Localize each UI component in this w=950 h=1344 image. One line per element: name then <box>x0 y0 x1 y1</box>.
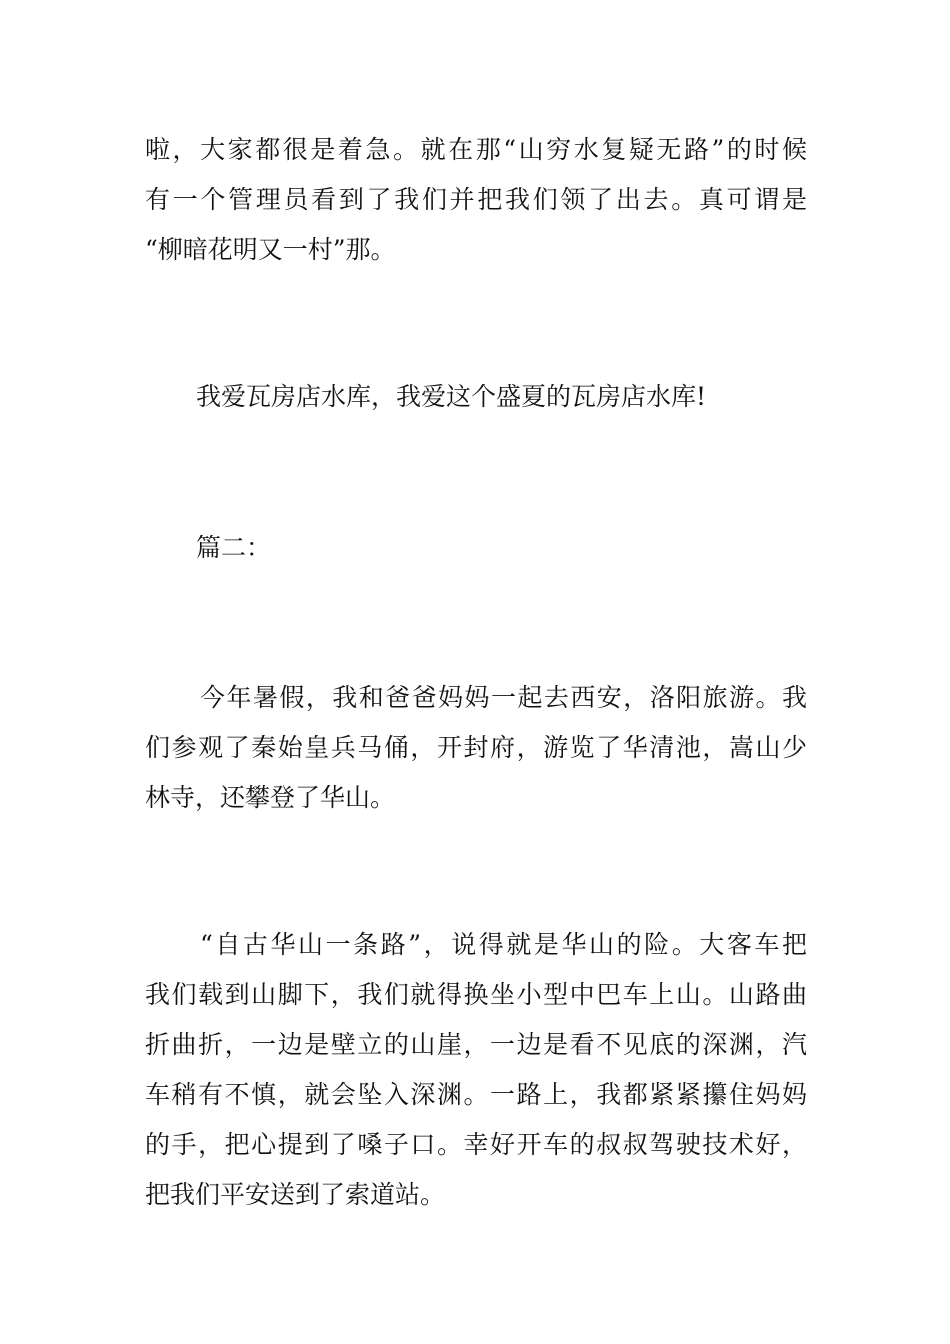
paragraph-4-line-4: 车稍有不慎，就会坠入深渊。一路上，我都紧紧攥住妈妈 <box>145 1080 807 1109</box>
paragraph-2-line-1: 我爱瓦房店水库，我爱这个盛夏的瓦房店水库! <box>196 382 707 411</box>
paragraph-3-line-2: 们参观了秦始皇兵马俑，开封府，游览了华清池，嵩山少 <box>145 733 807 762</box>
paragraph-3-line-3: 林寺，还攀登了华山。 <box>145 783 396 812</box>
paragraph-4-line-2: 我们载到山脚下，我们就得换坐小型中巴车上山。山路曲 <box>145 980 807 1009</box>
paragraph-1-line-1: 啦，大家都很是着急。就在那“山穷水复疑无路”的时候 <box>145 135 807 164</box>
paragraph-4-line-3: 折曲折，一边是壁立的山崖，一边是看不见底的深渊，汽 <box>145 1030 807 1059</box>
paragraph-3-line-1: 今年暑假，我和爸爸妈妈一起去西安，洛阳旅游。我 <box>200 683 807 712</box>
paragraph-1-line-2: 有一个管理员看到了我们并把我们领了出去。真可谓是 <box>145 185 807 214</box>
paragraph-4-line-6: 把我们平安送到了索道站。 <box>145 1180 446 1209</box>
paragraph-4-line-5: 的手，把心提到了嗓子口。幸好开车的叔叔驾驶技术好， <box>145 1130 807 1159</box>
paragraph-4-line-1: “自古华山一条路”，说得就是华山的险。大客车把 <box>200 930 807 959</box>
section-heading: 篇二： <box>196 533 272 562</box>
paragraph-1-line-3: “柳暗花明又一村”那。 <box>145 235 396 264</box>
